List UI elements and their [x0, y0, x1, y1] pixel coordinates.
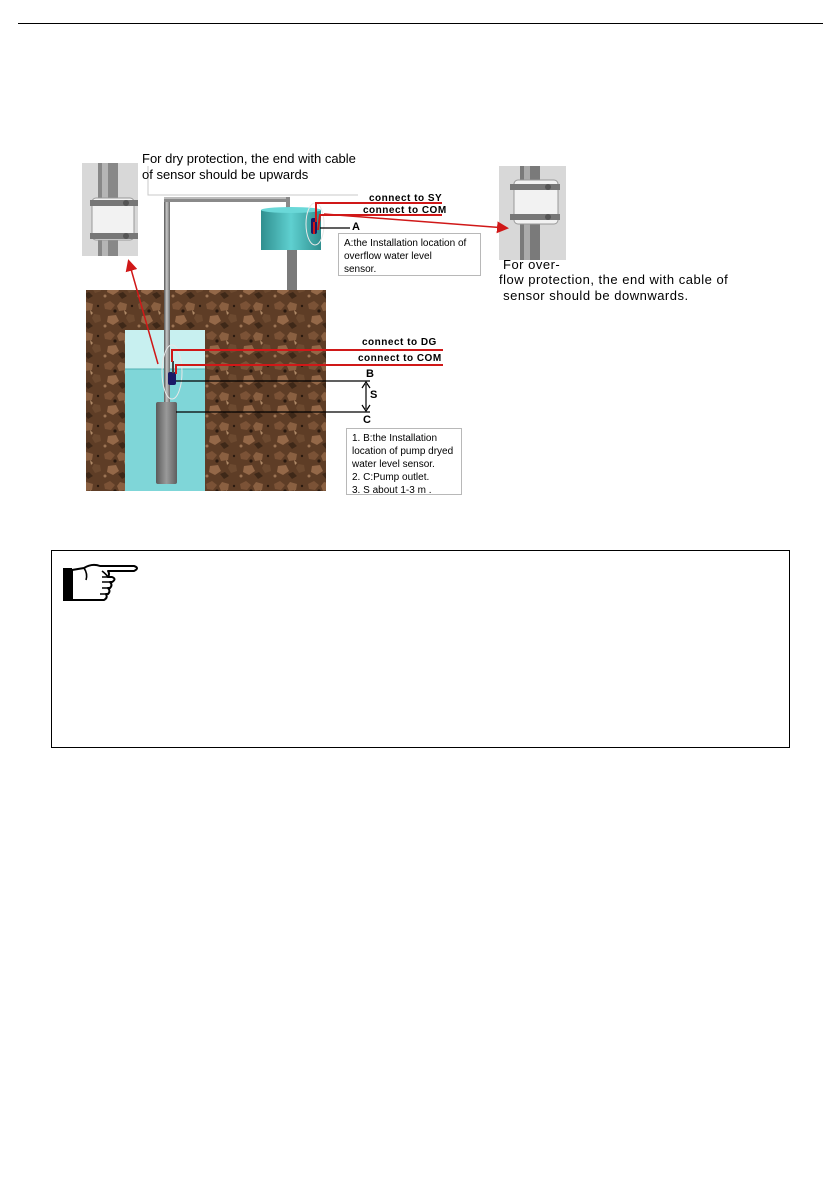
dry-caption-line2: of sensor should be upwards	[142, 167, 309, 182]
soil	[86, 290, 326, 491]
label-a: A	[352, 221, 360, 233]
dry-caption-line1: For dry protection, the end with cable	[142, 151, 356, 166]
note-bc-line4: 2. C:Pump outlet.	[352, 472, 430, 483]
note-a-box	[338, 233, 481, 276]
label-s: S	[370, 389, 378, 401]
label-connect-com-bottom: connect to COM	[358, 353, 442, 364]
tank	[261, 203, 324, 290]
label-connect-dg: connect to DG	[362, 337, 437, 348]
note-a-line1: A:the Installation location of	[344, 238, 467, 249]
label-connect-com-top: connect to COM	[363, 205, 447, 216]
note-bc-line3: water level sensor.	[352, 459, 435, 470]
overflow-caption-line1: For over-	[503, 257, 561, 272]
overflow-caption-line2: flow protection, the end with cable of	[499, 272, 729, 287]
note-box	[51, 550, 790, 748]
label-connect-sy: connect to SY	[369, 193, 443, 204]
note-bc-line5: 3. S about 1-3 m .	[352, 485, 432, 496]
note-bc-line1: 1. B:the Installation	[352, 433, 438, 444]
overflow-sensor-photo	[499, 166, 566, 260]
note-bc-box	[346, 428, 462, 495]
label-b: B	[366, 368, 374, 380]
note-bc-line2: location of pump dryed	[352, 446, 454, 457]
overflow-caption-line3: sensor should be downwards.	[499, 288, 689, 303]
note-a-line3: sensor.	[344, 264, 377, 275]
label-c: C	[363, 414, 371, 426]
dry-sensor-photo	[82, 163, 138, 256]
pump	[156, 402, 177, 484]
pointing-hand-icon	[62, 560, 142, 605]
note-a-line2: overflow water level	[344, 251, 432, 262]
